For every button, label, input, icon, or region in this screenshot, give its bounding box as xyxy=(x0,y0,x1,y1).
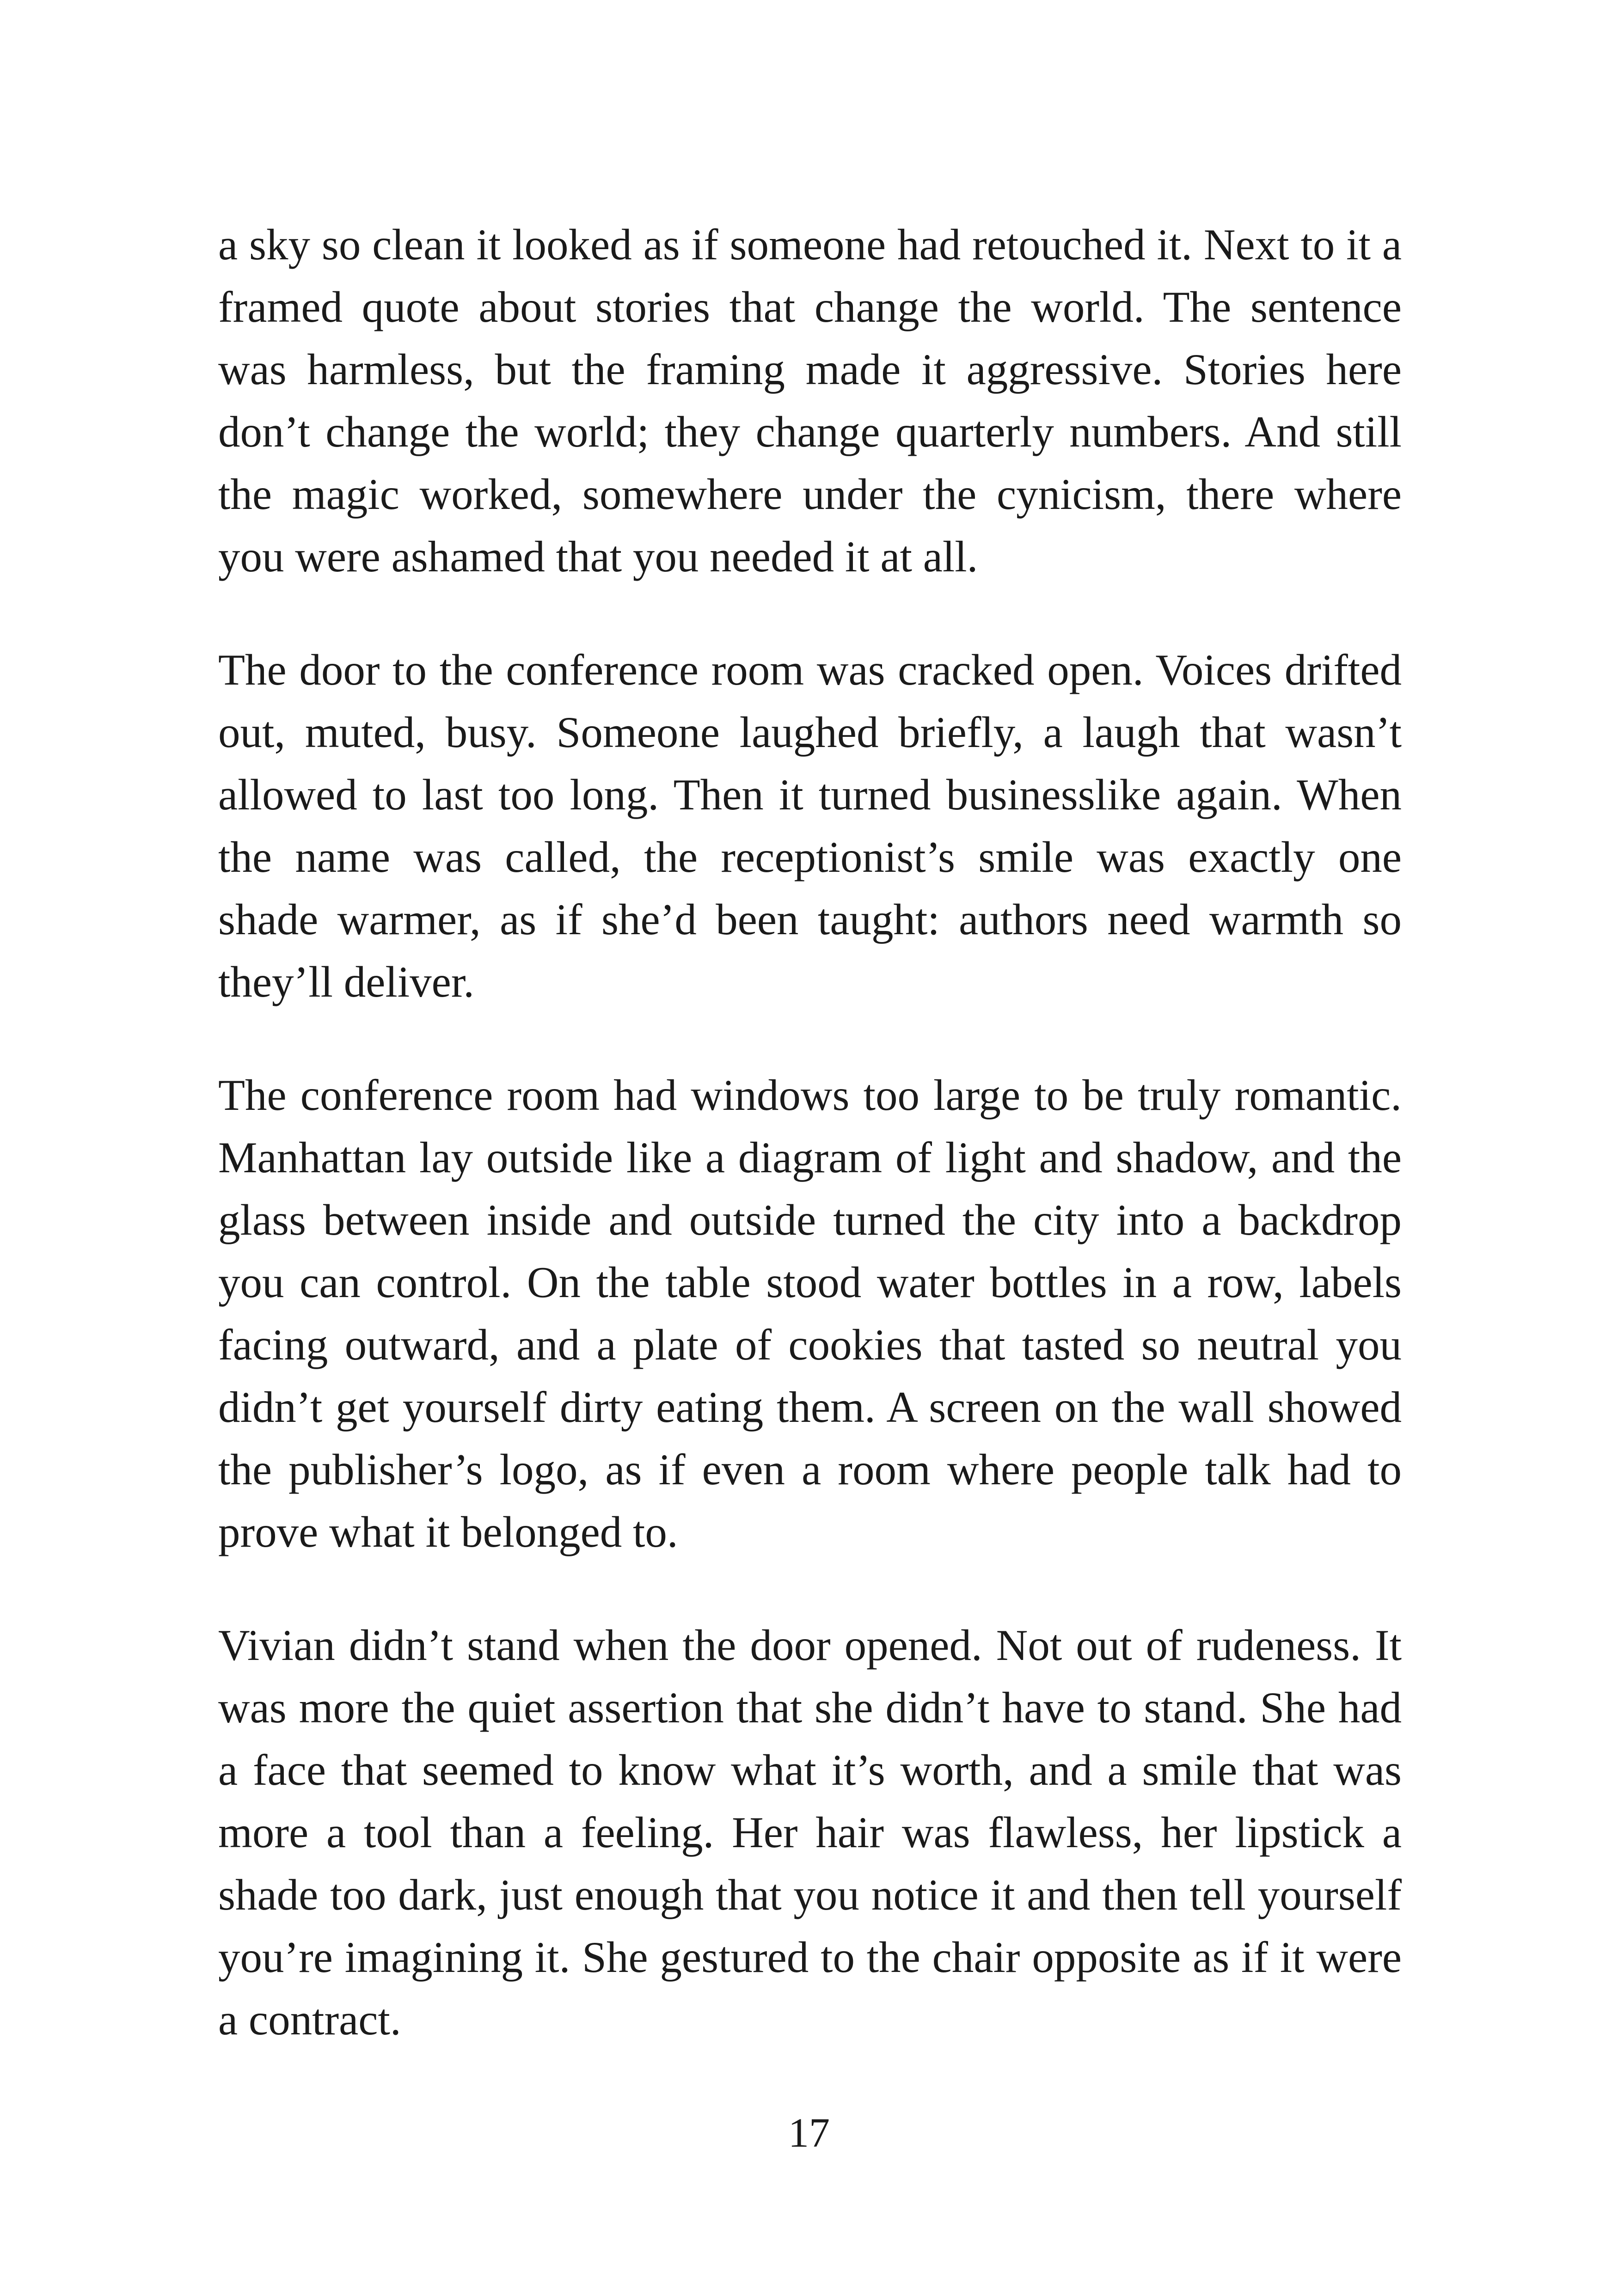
paragraph-4: Vivian didn’t stand when the door opened. Not out of rudeness. It was more the quiet assertion that she didn’t have to stand. She had a face that seemed to know what it’s worth, and a smile that was more a tool than a feeling. Her hair was flawless, her lipstick a shade too dark, just enough that you notice it and then tell yourself you’re imagining it. She gestured to the chair opposite as if it were a contract. xyxy=(218,1621,1402,2044)
paragraph-2: The door to the conference room was cracked open. Voices drifted out, muted, busy. Someone laughed briefly, a laugh that wasn’t allowed to last too long. Then it turned businesslike again. When the name was called, the receptionist’s smile was exactly one shade warmer, as if she’d been taught: authors need warmth so they’ll deliver. xyxy=(218,645,1402,1006)
page-number: 17 xyxy=(788,2110,830,2156)
body-text xyxy=(218,214,1402,2102)
paragraph-3: The conference room had windows too large to be truly romantic. Manhattan lay outside like a diagram of light and shadow, and the glass between inside and outside turned the city into a backdrop you can control. On the table stood water bottles in a row, labels facing outward, and a plate of cookies that tasted so neutral you didn’t get yourself dirty eating them. A screen on the wall showed the publisher’s logo, as if even a room where people talk had to prove what it belonged to. xyxy=(218,1071,1402,1556)
paragraph-1: a sky so clean it looked as if someone had retouched it. Next to it a framed quote about stories that change the world. The sentence was harmless, but the framing made it aggressive. Stories here don’t change the world; they change quarterly numbers. And still the magic worked, somewhere under the cynicism, there where you were ashamed that you needed it at all. xyxy=(218,220,1402,581)
